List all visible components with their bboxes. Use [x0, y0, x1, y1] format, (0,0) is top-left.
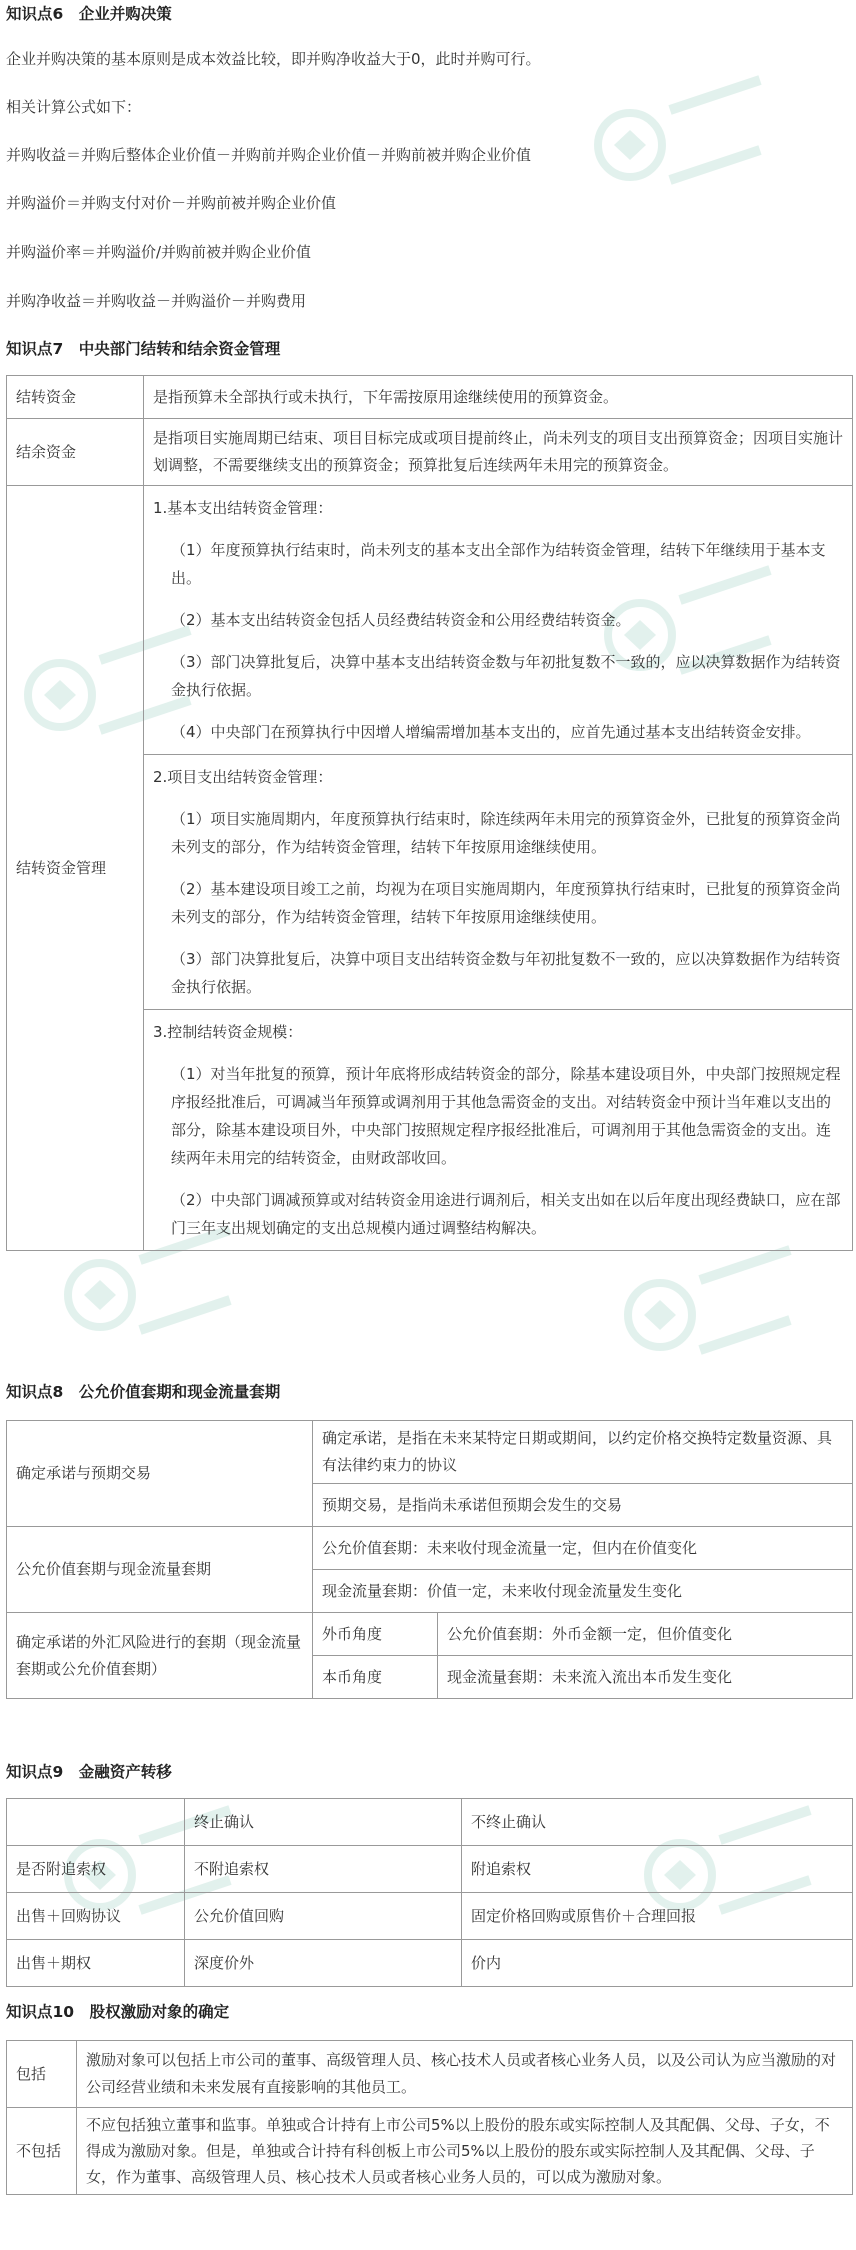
table-row: [7, 1527, 853, 1570]
formula: 并购收益＝并购后整体企业价值－并购前并购企业价值－并购前被并购企业价值: [6, 146, 532, 164]
paragraph: 企业并购决策的基本原则是成本效益比较，即并购净收益大于0，此时并购可行。: [6, 50, 541, 68]
table-header-row: [7, 1799, 853, 1846]
header-cell: 终止确认: [185, 1799, 462, 1846]
row-label: 确定承诺的外汇风险进行的套期（现金流量套期或公允价值套期）: [7, 1613, 313, 1699]
row-label: 结转资金管理: [7, 486, 144, 1251]
block-item: （4）中央部门在预算执行中因增人增编需增加基本支出的，应首先通过基本支出结转资金安排。: [171, 723, 811, 741]
cell: 公允价值回购: [185, 1893, 462, 1940]
block-item: （3）部门决算批复后，决算中项目支出结转资金数与年初批复数不一致的，应以决算数据作为结转资金执行依据。: [171, 950, 841, 996]
cell: 价内: [462, 1940, 853, 1987]
table-row: [7, 1846, 853, 1893]
cell: 预期交易，是指尚未承诺但预期会发生的交易: [313, 1484, 853, 1527]
angle-label: 外币角度: [313, 1613, 438, 1656]
cell: 公允价值套期：外币金额一定，但价值变化: [438, 1613, 853, 1656]
section-title-9: 知识点9 金融资产转移: [6, 1763, 172, 1781]
header-cell: [7, 1799, 185, 1846]
cell: 出售＋期权: [7, 1940, 185, 1987]
block-project: [144, 754, 852, 1009]
section-title-8: 知识点8 公允价值套期和现金流量套期: [6, 1383, 281, 1401]
cell: 公允价值套期：未来收付现金流量一定，但内在价值变化: [313, 1527, 853, 1570]
cell: 深度价外: [185, 1940, 462, 1987]
table-row: [7, 1613, 853, 1656]
table-row: [7, 486, 853, 1251]
block-item: （1）对当年批复的预算，预计年底将形成结转资金的部分，除基本建设项目外，中央部门按照规定程序报经批准后，可调减当年预算或调剂用于其他急需资金的支出。对结转资金中预计当年难以支出的部分，除基本建设项目外，中央部门按照规定程序报经批准后，可调剂用于其他急需资金的支出。连续两年未用完的结转资金，由财政部收回。: [171, 1065, 841, 1167]
section-title-6: 知识点6 企业并购决策: [6, 5, 172, 23]
table-row: [7, 1940, 853, 1987]
block-head: 3.控制结转资金规模：: [153, 1023, 303, 1041]
row-label: 不包括: [7, 2108, 77, 2195]
cell: 固定价格回购或原售价＋合理回报: [462, 1893, 853, 1940]
incentive-table: [6, 2040, 853, 2195]
cell: 不附追索权: [185, 1846, 462, 1893]
cell: 现金流量套期：未来流入流出本币发生变化: [438, 1656, 853, 1699]
table-row: [7, 376, 853, 419]
row-label: 结转资金: [7, 376, 144, 419]
angle-label: 本币角度: [313, 1656, 438, 1699]
block-control: [144, 1009, 852, 1250]
row-text: 不应包括独立董事和监事。单独或合计持有上市公司5%以上股份的股东或实际控制人及其配偶、父母、子女，不得成为激励对象。但是，单独或合计持有科创板上市公司5%以上股份的股东或实际控制人及其配偶、父母、子女，作为董事、高级管理人员、核心技术人员或者核心业务人员的，可以成为激励对象。: [77, 2108, 853, 2195]
table-row: [7, 1893, 853, 1940]
cell: 是否附追索权: [7, 1846, 185, 1893]
section-title-7: 知识点7 中央部门结转和结余资金管理: [6, 340, 281, 358]
formula: 并购溢价率＝并购溢价/并购前被并购企业价值: [6, 243, 312, 261]
header-cell: 不终止确认: [462, 1799, 853, 1846]
formula: 并购溢价＝并购支付对价－并购前被并购企业价值: [6, 194, 337, 212]
hedge-table: [6, 1420, 853, 1699]
row-label: 公允价值套期与现金流量套期: [7, 1527, 313, 1613]
cell: 出售＋回购协议: [7, 1893, 185, 1940]
block-item: （2）基本建设项目竣工之前，均视为在项目实施周期内，年度预算执行结束时，已批复的预算资金尚未列支的部分，作为结转资金管理，结转下年按原用途继续使用。: [171, 880, 841, 926]
paragraph: 相关计算公式如下：: [6, 98, 142, 116]
row-label: 包括: [7, 2041, 77, 2108]
cell: 附追索权: [462, 1846, 853, 1893]
block-item: （1）项目实施周期内，年度预算执行结束时，除连续两年未用完的预算资金外，已批复的预算资金尚未列支的部分，作为结转资金管理，结转下年按原用途继续使用。: [171, 810, 841, 856]
row-text: 是指预算未全部执行或未执行，下年需按原用途继续使用的预算资金。: [144, 376, 853, 419]
fund-management-table: [6, 375, 853, 1251]
block-item: （3）部门决算批复后，决算中基本支出结转资金数与年初批复数不一致的，应以决算数据作为结转资金执行依据。: [171, 653, 841, 699]
cell: 确定承诺，是指在未来某特定日期或期间，以约定价格交换特定数量资源、具有法律约束力的协议: [313, 1421, 853, 1484]
row-text: 是指项目实施周期已结束、项目目标完成或项目提前终止，尚未列支的项目支出预算资金；因项目实施计划调整，不需要继续支出的预算资金；预算批复后连续两年未用完的预算资金。: [144, 419, 853, 486]
section-title-10: 知识点10 股权激励对象的确定: [6, 2003, 230, 2021]
block-head: 1.基本支出结转资金管理：: [153, 499, 333, 517]
mgmt-content: [144, 486, 853, 1251]
formula: 并购净收益＝并购收益－并购溢价－并购费用: [6, 292, 307, 310]
row-label: 确定承诺与预期交易: [7, 1421, 313, 1527]
block-item: （2）基本支出结转资金包括人员经费结转资金和公用经费结转资金。: [171, 611, 631, 629]
row-text: 激励对象可以包括上市公司的董事、高级管理人员、核心技术人员或者核心业务人员，以及公司认为应当激励的对公司经营业绩和未来发展有直接影响的其他员工。: [77, 2041, 853, 2108]
block-basic: [144, 486, 852, 754]
watermark-logo: [590, 70, 770, 220]
table-row: [7, 1421, 853, 1484]
asset-transfer-table: [6, 1798, 853, 1987]
block-head: 2.项目支出结转资金管理：: [153, 768, 333, 786]
row-label: 结余资金: [7, 419, 144, 486]
cell: 现金流量套期：价值一定，未来收付现金流量发生变化: [313, 1570, 853, 1613]
table-row: [7, 419, 853, 486]
block-item: （1）年度预算执行结束时，尚未列支的基本支出全部作为结转资金管理，结转下年继续用于基本支出。: [171, 541, 826, 587]
table-row: [7, 2041, 853, 2108]
table-row: [7, 2108, 853, 2195]
watermark-logo: [620, 1240, 800, 1390]
block-item: （2）中央部门调减预算或对结转资金用途进行调剂后，相关支出如在以后年度出现经费缺口，应在部门三年支出规划确定的支出总规模内通过调整结构解决。: [171, 1191, 841, 1237]
